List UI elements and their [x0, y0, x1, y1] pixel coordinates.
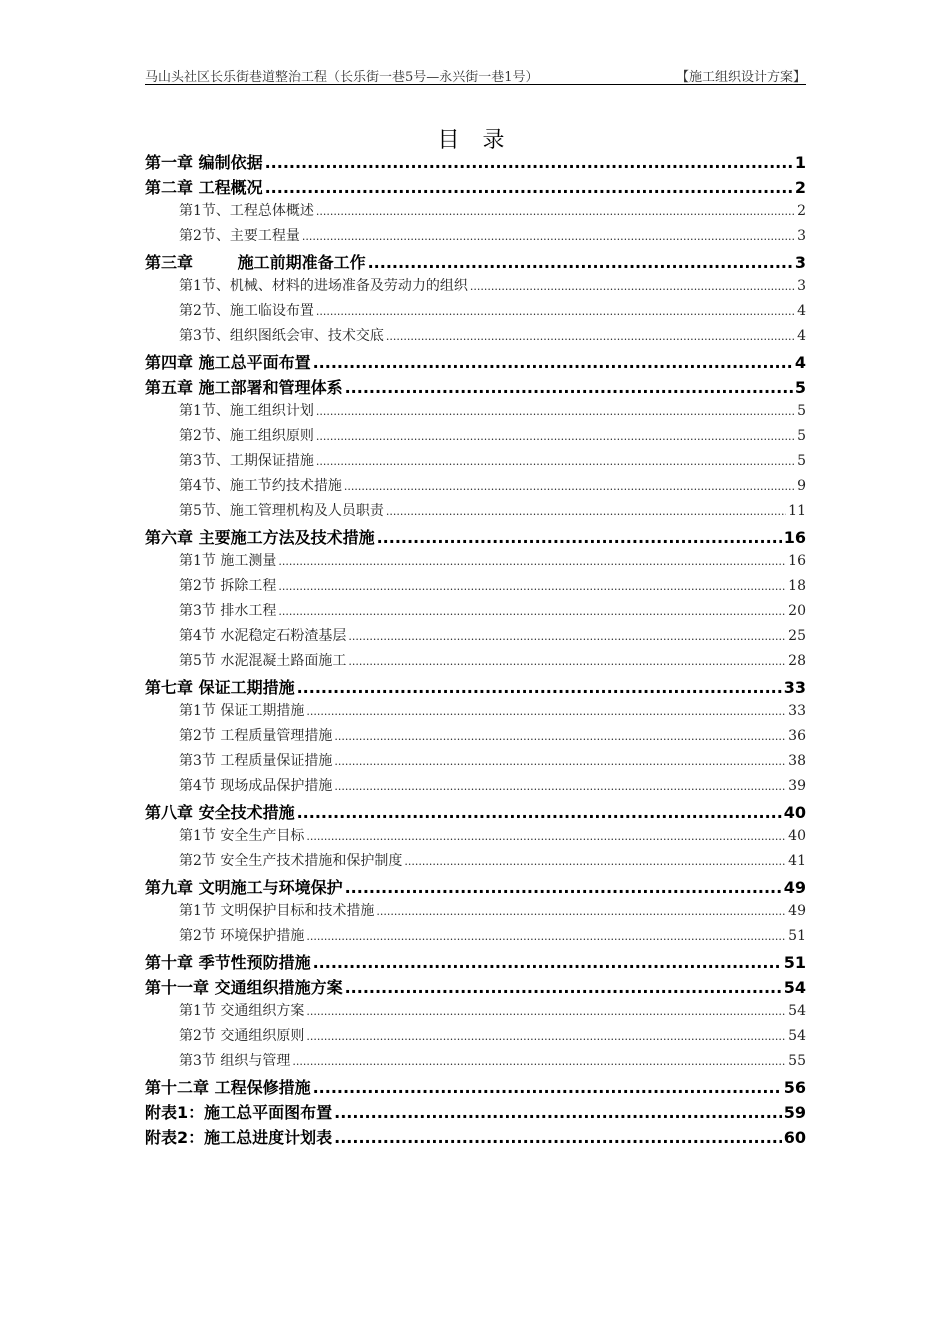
- toc-entry-label: 第3节、组织图纸会审、技术交底: [179, 328, 384, 344]
- toc-section-entry[interactable]: [145, 325, 806, 350]
- toc-dot-leader: [316, 453, 795, 469]
- toc-dot-leader: [306, 703, 786, 719]
- toc-dot-leader: [297, 678, 782, 697]
- toc-chapter-entry[interactable]: [145, 375, 806, 400]
- toc-section-entry[interactable]: [145, 600, 806, 625]
- toc-section-entry[interactable]: [145, 900, 806, 925]
- toc-entry-label: 第十二章 工程保修措施: [145, 1078, 311, 1097]
- toc-entry-label: 第七章 保证工期措施: [145, 678, 295, 697]
- toc-dot-leader: [306, 828, 786, 844]
- toc-page-number: 51: [788, 928, 806, 944]
- toc-entry-label: 第1节、工程总体概述: [179, 203, 314, 219]
- toc-dot-leader: [376, 903, 786, 919]
- toc-section-entry[interactable]: [145, 575, 806, 600]
- toc-entry-label: 第4节、施工节约技术措施: [179, 478, 342, 494]
- toc-dot-leader: [316, 428, 795, 444]
- toc-page-number: 25: [788, 628, 806, 644]
- toc-dot-leader: [316, 403, 795, 419]
- toc-page-number: 40: [788, 828, 806, 844]
- toc-entry-label: 第四章 施工总平面布置: [145, 353, 311, 372]
- toc-section-entry[interactable]: [145, 275, 806, 300]
- header-project-title: 马山头社区长乐街巷道整治工程（长乐街一巷5号—永兴街一巷1号）: [145, 70, 539, 85]
- toc-chapter-entry[interactable]: [145, 975, 806, 1000]
- toc-dot-leader: [278, 553, 786, 569]
- toc-entry-label: 第2节、施工组织原则: [179, 428, 314, 444]
- toc-dot-leader: [292, 1053, 786, 1069]
- toc-dot-leader: [368, 253, 793, 272]
- toc-entry-label: 第3节 排水工程: [179, 603, 277, 619]
- toc-page-number: 4: [794, 353, 806, 372]
- toc-entry-label: 第二章 工程概况: [145, 178, 263, 197]
- toc-section-entry[interactable]: [145, 500, 806, 525]
- toc-page-number: 5: [794, 378, 806, 397]
- toc-section-entry[interactable]: [145, 625, 806, 650]
- toc-chapter-entry[interactable]: [145, 150, 806, 175]
- toc-entry-label: 第三章 施工前期准备工作: [145, 253, 366, 272]
- toc-entry-label: 第1节 保证工期措施: [179, 703, 305, 719]
- toc-page-number: 16: [788, 553, 806, 569]
- toc-entry-label: 第1节、施工组织计划: [179, 403, 314, 419]
- toc-chapter-entry[interactable]: [145, 800, 806, 825]
- toc-dot-leader: [313, 953, 782, 972]
- toc-dot-leader: [345, 878, 782, 897]
- toc-dot-leader: [306, 928, 786, 944]
- toc-entry-label: 附表1：施工总平面图布置: [145, 1103, 333, 1122]
- toc-section-entry[interactable]: [145, 400, 806, 425]
- toc-entry-label: 第1节、机械、材料的进场准备及劳动力的组织: [179, 278, 468, 294]
- toc-dot-leader: [470, 278, 795, 294]
- toc-page-number: 59: [783, 1103, 806, 1122]
- toc-page-number: 2: [794, 178, 806, 197]
- toc-chapter-entry[interactable]: [145, 525, 806, 550]
- toc-title: 目 录: [437, 128, 513, 153]
- toc-dot-leader: [344, 478, 795, 494]
- toc-page-number: 4: [797, 328, 806, 344]
- toc-entry-label: 第5节、施工管理机构及人员职责: [179, 503, 384, 519]
- toc-entry-label: 第2节 工程质量管理措施: [179, 728, 333, 744]
- toc-chapter-entry[interactable]: [145, 350, 806, 375]
- toc-page-number: 3: [794, 253, 806, 272]
- toc-page-number: 5: [797, 428, 806, 444]
- toc-page-number: 54: [788, 1028, 806, 1044]
- toc-page-number: 41: [788, 853, 806, 869]
- toc-entry-label: 第2节 拆除工程: [179, 578, 277, 594]
- toc-page-number: 54: [783, 978, 806, 997]
- toc-page-number: 16: [783, 528, 806, 547]
- toc-section-entry[interactable]: [145, 225, 806, 250]
- toc-page-number: 9: [797, 478, 806, 494]
- toc-page-number: 40: [783, 803, 806, 822]
- toc-entry-label: 第1节 文明保护目标和技术措施: [179, 903, 375, 919]
- toc-page-number: 39: [788, 778, 806, 794]
- toc-chapter-entry[interactable]: [145, 250, 806, 275]
- toc-section-entry[interactable]: [145, 1025, 806, 1050]
- toc-page-number: 28: [788, 653, 806, 669]
- toc-dot-leader: [377, 528, 782, 547]
- toc-page-number: 3: [797, 228, 806, 244]
- toc-entry-label: 第十一章 交通组织措施方案: [145, 978, 343, 997]
- toc-page-number: 54: [788, 1003, 806, 1019]
- toc-chapter-entry[interactable]: [145, 1125, 806, 1150]
- toc-section-entry[interactable]: [145, 475, 806, 500]
- toc-page-number: 5: [797, 403, 806, 419]
- toc-section-entry[interactable]: [145, 425, 806, 450]
- toc-chapter-entry[interactable]: [145, 1100, 806, 1125]
- toc-section-entry[interactable]: [145, 725, 806, 750]
- toc-entry-label: 第五章 施工部署和管理体系: [145, 378, 343, 397]
- toc-page-number: 49: [783, 878, 806, 897]
- toc-entry-label: 第2节 交通组织原则: [179, 1028, 305, 1044]
- toc-entry-label: 第2节 环境保护措施: [179, 928, 305, 944]
- toc-dot-leader: [278, 578, 786, 594]
- toc-page-number: 3: [797, 278, 806, 294]
- toc-dot-leader: [316, 303, 795, 319]
- toc-section-entry[interactable]: [145, 700, 806, 725]
- toc-section-entry[interactable]: [145, 925, 806, 950]
- toc-entry-label: 第4节 水泥稳定石粉渣基层: [179, 628, 347, 644]
- toc-entry-label: 第3节 工程质量保证措施: [179, 753, 333, 769]
- toc-entry-label: 第2节 安全生产技术措施和保护制度: [179, 853, 403, 869]
- page-header: [145, 64, 806, 85]
- toc-section-entry[interactable]: [145, 550, 806, 575]
- toc-section-entry[interactable]: [145, 850, 806, 875]
- toc-dot-leader: [334, 728, 786, 744]
- toc-dot-leader: [345, 378, 793, 397]
- toc-dot-leader: [334, 1103, 782, 1122]
- toc-section-entry[interactable]: [145, 200, 806, 225]
- toc-dot-leader: [313, 353, 793, 372]
- toc-section-entry[interactable]: [145, 650, 806, 675]
- toc-entry-label: 第八章 安全技术措施: [145, 803, 295, 822]
- toc-dot-leader: [265, 153, 793, 172]
- toc-dot-leader: [348, 653, 786, 669]
- toc-dot-leader: [278, 603, 786, 619]
- toc-dot-leader: [297, 803, 782, 822]
- toc-dot-leader: [265, 178, 793, 197]
- toc-section-entry[interactable]: [145, 450, 806, 475]
- toc-entry-label: 第1节 交通组织方案: [179, 1003, 305, 1019]
- toc-section-entry[interactable]: [145, 300, 806, 325]
- toc-chapter-entry[interactable]: [145, 175, 806, 200]
- toc-entry-label: 第2节、施工临设布置: [179, 303, 314, 319]
- toc-dot-leader: [334, 1128, 782, 1147]
- toc-dot-leader: [348, 628, 786, 644]
- toc-page-number: 18: [788, 578, 806, 594]
- toc-entry-label: 第九章 文明施工与环境保护: [145, 878, 343, 897]
- toc-entry-label: 第2节、主要工程量: [179, 228, 300, 244]
- toc-entry-label: 第4节 现场成品保护措施: [179, 778, 333, 794]
- toc-section-entry[interactable]: [145, 1050, 806, 1075]
- toc-page-number: 5: [797, 453, 806, 469]
- toc-section-entry[interactable]: [145, 750, 806, 775]
- toc-page-number: 20: [788, 603, 806, 619]
- toc-section-entry[interactable]: [145, 775, 806, 800]
- toc-entry-label: 第一章 编制依据: [145, 153, 263, 172]
- toc-section-entry[interactable]: [145, 825, 806, 850]
- toc-page-number: 49: [788, 903, 806, 919]
- toc-dot-leader: [386, 328, 795, 344]
- toc-dot-leader: [334, 753, 786, 769]
- toc-dot-leader: [302, 228, 795, 244]
- toc-page-number: 33: [783, 678, 806, 697]
- toc-chapter-entry[interactable]: [145, 950, 806, 975]
- toc-page-number: 55: [788, 1053, 806, 1069]
- toc-entry-label: 第5节 水泥混凝土路面施工: [179, 653, 347, 669]
- toc-section-entry[interactable]: [145, 1000, 806, 1025]
- toc-chapter-entry[interactable]: [145, 1075, 806, 1100]
- toc-chapter-entry[interactable]: [145, 875, 806, 900]
- toc-page-number: 38: [788, 753, 806, 769]
- toc-entry-label: 第1节 安全生产目标: [179, 828, 305, 844]
- toc-page-number: 56: [783, 1078, 806, 1097]
- toc-entry-label: 第3节、工期保证措施: [179, 453, 314, 469]
- toc-chapter-entry[interactable]: [145, 675, 806, 700]
- toc-page-number: 33: [788, 703, 806, 719]
- toc-dot-leader: [334, 778, 786, 794]
- table-of-contents: [145, 150, 806, 1150]
- toc-dot-leader: [306, 1028, 786, 1044]
- toc-dot-leader: [345, 978, 782, 997]
- toc-page-number: 4: [797, 303, 806, 319]
- toc-page-number: 60: [783, 1128, 806, 1147]
- toc-dot-leader: [306, 1003, 786, 1019]
- toc-dot-leader: [404, 853, 786, 869]
- toc-entry-label: 第3节 组织与管理: [179, 1053, 291, 1069]
- toc-page-number: 51: [783, 953, 806, 972]
- toc-entry-label: 第1节 施工测量: [179, 553, 277, 569]
- toc-dot-leader: [313, 1078, 782, 1097]
- toc-dot-leader: [316, 203, 795, 219]
- toc-page-number: 2: [797, 203, 806, 219]
- toc-entry-label: 第六章 主要施工方法及技术措施: [145, 528, 375, 547]
- toc-entry-label: 附表2：施工总进度计划表: [145, 1128, 333, 1147]
- toc-entry-label: 第十章 季节性预防措施: [145, 953, 311, 972]
- toc-page-number: 36: [788, 728, 806, 744]
- toc-page-number: 11: [788, 503, 806, 519]
- toc-dot-leader: [386, 503, 786, 519]
- toc-page-number: 1: [794, 153, 806, 172]
- header-document-type: 【施工组织设计方案】: [675, 70, 806, 85]
